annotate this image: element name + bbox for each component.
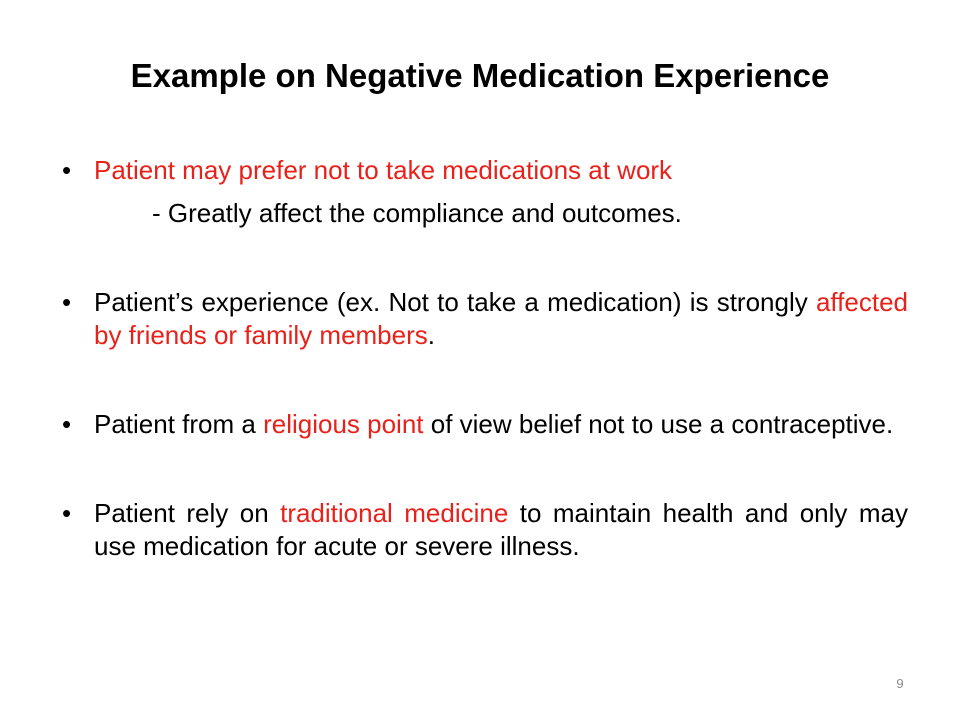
bullet-2-text-part-1: Patient’s experience (ex. Not to take a medication) is strongly [94, 287, 816, 317]
bullet-dot-icon: • [62, 409, 72, 439]
bullet-1-text: Patient may prefer not to take medications at work [94, 155, 673, 185]
bullet-dot-icon: • [62, 155, 72, 185]
bullet-1-subline: - Greatly affect the compliance and outcomes. [152, 198, 682, 228]
page-number: 9 [896, 676, 904, 691]
bullet-4-highlight: traditional medicine [280, 498, 509, 528]
bullet-2-highlight: affected by friends or family members [94, 287, 908, 350]
bullet-3-highlight: religious point [263, 409, 424, 439]
bullet-3-text-part-2: of view belief not to use a contraceptive. [423, 409, 894, 439]
bullet-item-4 [62, 497, 908, 563]
bullet-4-text-part-2: to maintain health and only may use medication for acute or severe illness. [94, 498, 908, 561]
bullet-3-text-part-1: Patient from a [94, 409, 264, 439]
bullet-item-3 [62, 408, 908, 441]
bullet-2-text-part-2: . [427, 320, 435, 350]
slide-title: Example on Negative Medication Experience [130, 57, 830, 94]
bullet-dot-icon: • [62, 287, 72, 317]
bullet-dot-icon: • [62, 498, 72, 528]
bullet-4-text-part-1: Patient rely on [94, 498, 281, 528]
bullet-item-2 [62, 286, 908, 352]
slide-content [62, 154, 908, 619]
bullet-item-1 [62, 154, 908, 187]
